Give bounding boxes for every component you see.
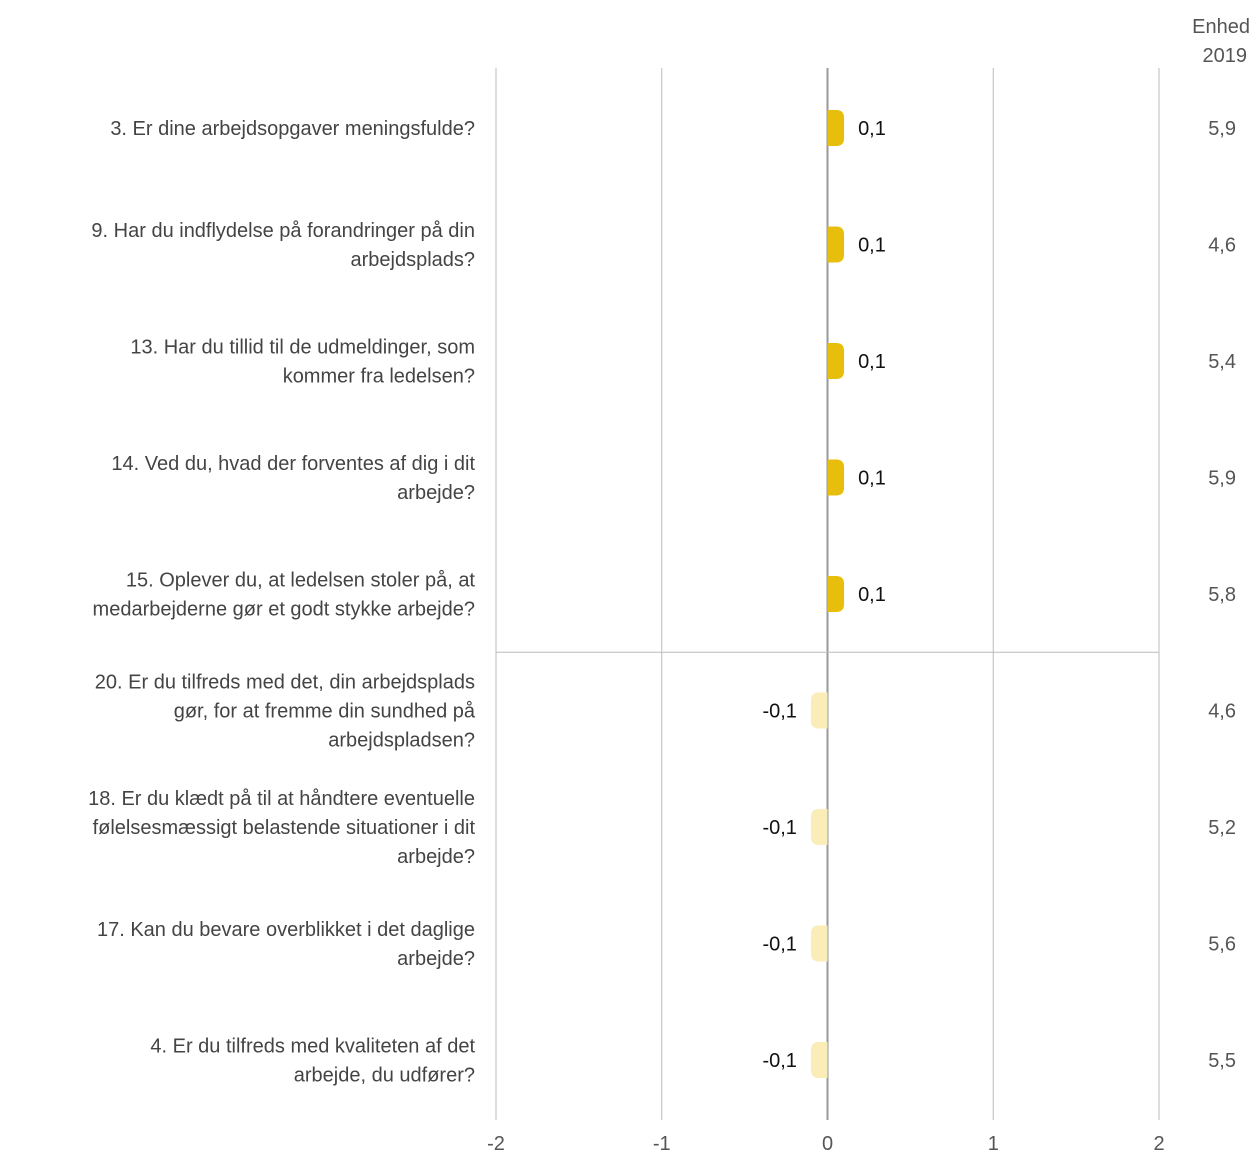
bar-layer	[811, 110, 844, 1078]
category-label: 9. Har du indflydelse på forandringer på din arbejdsplads?	[91, 220, 475, 271]
bar	[811, 693, 828, 729]
value-label: -0,1	[762, 933, 797, 956]
category-label: 3. Er dine arbejdsopgaver meningsfulde?	[110, 118, 475, 140]
category-label: 17. Kan du bevare overblikket i det daglige arbejde?	[96, 919, 475, 970]
bar	[828, 110, 845, 146]
x-tick-label: 1	[987, 1133, 999, 1153]
right-column-header-line-2: 2019	[1202, 45, 1247, 67]
category-label: 15. Oplever du, at ledelsen stoler på, at medarbejderne gør et godt stykke arbejde?	[92, 569, 475, 621]
right-column-value: 5,8	[1208, 584, 1236, 606]
category-label: 14. Ved du, hvad der forventes af dig i dit arbejde?	[111, 453, 475, 504]
category-label: 13. Har du tillid til de udmeldinger, som kommer fra ledelsen?	[130, 336, 475, 388]
right-column-value: 4,6	[1208, 234, 1236, 257]
bar	[828, 576, 845, 612]
right-column-value: 5,9	[1208, 118, 1236, 140]
bar	[828, 460, 845, 496]
value-label: -0,1	[762, 700, 797, 723]
right-column-value: 5,4	[1208, 351, 1236, 373]
x-tick-label: 2	[1153, 1133, 1165, 1153]
value-label: -0,1	[762, 817, 797, 839]
right-column-value: 5,6	[1208, 933, 1236, 956]
bar	[811, 809, 828, 845]
bar	[828, 227, 845, 263]
right-column-header-line-1: Enhed	[1192, 16, 1250, 38]
value-label: 0,1	[858, 584, 886, 606]
category-label: 18. Er du klædt på til at håndtere eventuelle følelsesmæssigt belastende situationer i dit arbejde?	[88, 788, 475, 868]
value-label: 0,1	[858, 467, 886, 490]
right-column-value: 5,5	[1208, 1050, 1236, 1072]
right-column-value: 4,6	[1208, 700, 1236, 723]
x-tick-label: -2	[487, 1133, 505, 1153]
category-label: 20. Er du tilfreds med det, din arbejdsplads gør, for at fremme din sundhed på arbejdspladsen?	[94, 671, 475, 752]
value-label: -0,1	[762, 1050, 797, 1072]
value-label: 0,1	[858, 351, 886, 373]
x-tick-label: -1	[652, 1133, 671, 1153]
x-tick-label: 0	[821, 1133, 834, 1153]
value-label: 0,1	[858, 234, 886, 257]
category-label: 4. Er du tilfreds med kvaliteten af det arbejde, du udfører?	[150, 1035, 475, 1087]
value-label: 0,1	[858, 118, 886, 140]
bar	[811, 1042, 828, 1078]
right-column-value: 5,2	[1208, 817, 1236, 839]
bar	[811, 926, 828, 962]
right-column-value: 5,9	[1208, 467, 1236, 490]
bar	[828, 343, 845, 379]
